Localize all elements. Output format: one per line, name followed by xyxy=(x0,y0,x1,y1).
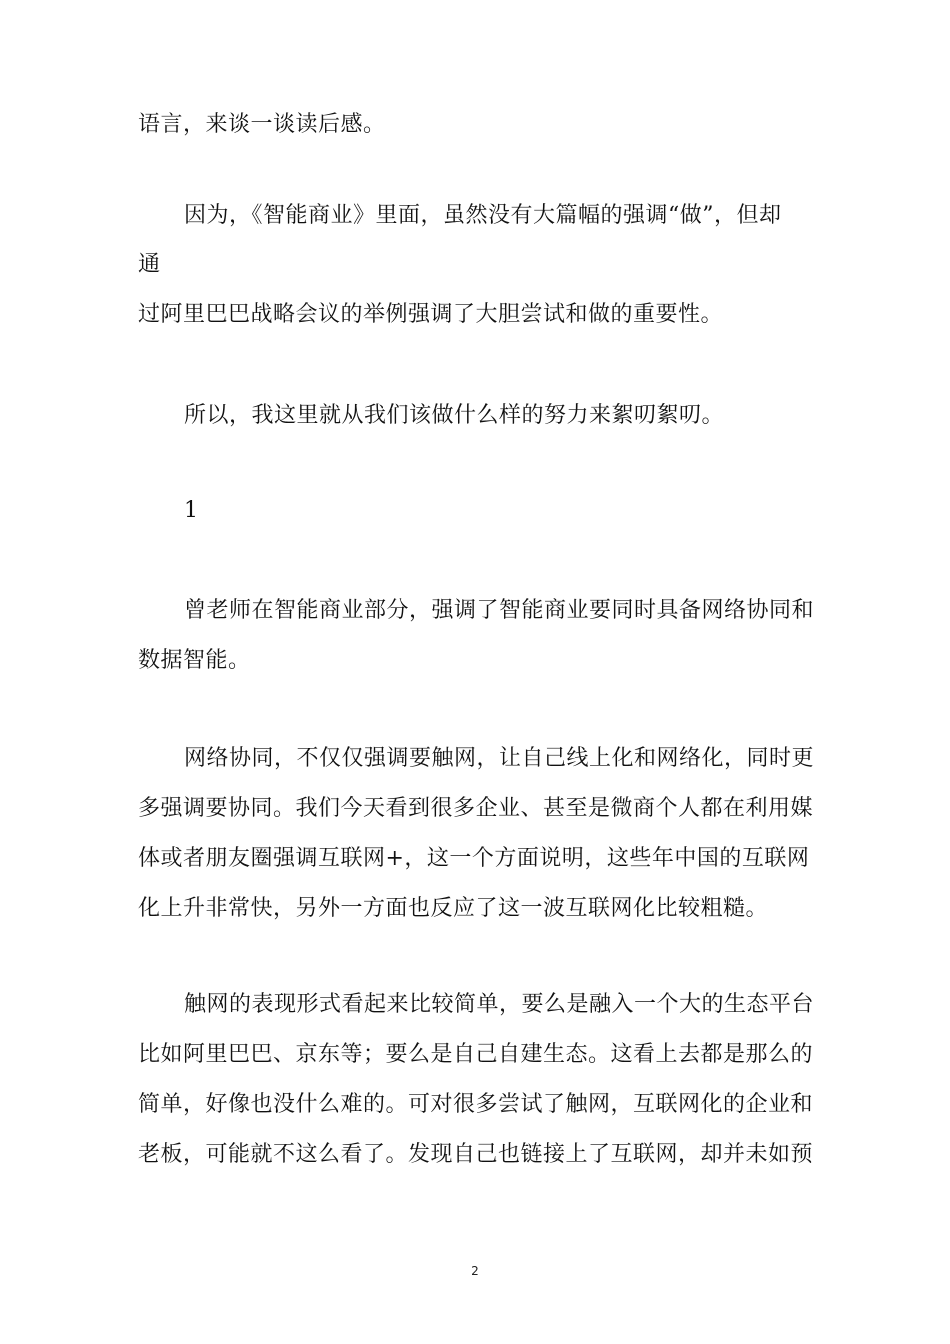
paragraph-7-line-4: 老板，可能就不这么看了。发现自己也链接上了互联网，却并未如预 xyxy=(138,1142,814,1167)
paragraph-6-line-1: 网络协同，不仅仅强调要触网，让自己线上化和网络化，同时更 xyxy=(184,746,815,771)
paragraph-2-line-3: 过阿里巴巴战略会议的举例强调了大胆尝试和做的重要性。 xyxy=(138,302,724,327)
page-number: 2 xyxy=(471,1264,479,1278)
paragraph-6-line-2: 多强调要协同。我们今天看到很多企业、甚至是微商个人都在利用媒 xyxy=(138,796,814,821)
paragraph-3-line-1: 所以，我这里就从我们该做什么样的努力来絮叨絮叨。 xyxy=(184,403,725,428)
paragraph-7-line-2: 比如阿里巴巴、京东等；要么是自己自建生态。这看上去都是那么的 xyxy=(138,1042,814,1067)
paragraph-7-line-3: 简单，好像也没什么难的。可对很多尝试了触网，互联网化的企业和 xyxy=(138,1092,814,1117)
paragraph-5-line-1: 曾老师在智能商业部分，强调了智能商业要同时具备网络协同和 xyxy=(184,598,815,623)
paragraph-7-line-1: 触网的表现形式看起来比较简单，要么是融入一个大的生态平台 xyxy=(184,992,815,1017)
paragraph-6-line-4: 化上升非常快，另外一方面也反应了这一波互联网化比较粗糙。 xyxy=(138,896,769,921)
paragraph-1-line-1: 语言，来谈一谈读后感。 xyxy=(138,112,386,137)
section-number: 1 xyxy=(184,498,199,523)
paragraph-2-line-2: 通 xyxy=(138,252,161,277)
paragraph-5-line-2: 数据智能。 xyxy=(138,648,251,673)
paragraph-2-line-1: 因为，《智能商业》里面，虽然没有大篇幅的强调“做”，但却 xyxy=(184,203,782,228)
paragraph-6-line-3: 体或者朋友圈强调互联网+，这一个方面说明，这些年中国的互联网 xyxy=(138,846,810,871)
